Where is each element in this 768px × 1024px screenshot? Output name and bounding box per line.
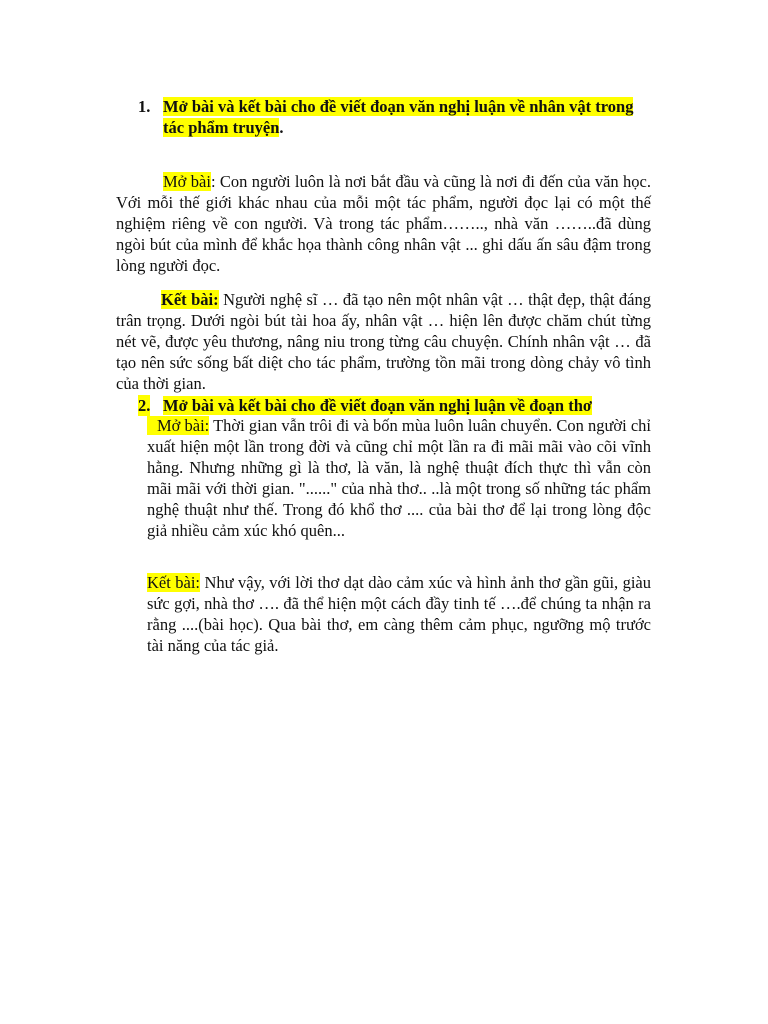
section-1-ket-bai-text: Người nghệ sĩ … đã tạo nên một nhân vật … thật đẹp, thật đáng trân trọng. Dưới ngòi bút tài hoa ấy, nhân vật … hiện lên được chăm chút từng nét vẽ, được yêu thương, nâng niu trong từng câu chuyện. Chính nhân vật … đã tạo nên sức sống bất diệt cho tác phẩm, trường tồn mãi trong dòng chảy vô tình của thời gian. (116, 290, 651, 393)
section-1-number: 1. (138, 97, 151, 116)
section-1-mo-bai-label: Mở bài (163, 172, 211, 191)
section-2-mo-bai-text: Thời gian vẫn trôi đi và bốn mùa luôn luân chuyển. Con người chỉ xuất hiện một lần trong đời và cũng chỉ một lần ra đi mãi mãi vào cõi vĩnh hằng. Nhưng những gì là thơ, là văn, là nghệ thuật đích thực thì vẫn còn mãi mãi với thời gian. "......" của nhà thơ.. ..là một trong số những tác phẩm nghệ thuật như thế. Trong đó khổ thơ .... của bài thơ để lại trong lòng độc giả nhiều cảm xúc khó quên... (147, 416, 651, 540)
section-1-title: Mở bài và kết bài cho đề viết đoạn văn nghị luận về nhân vật trong tác phẩm truyện (163, 97, 634, 137)
section-2-ket-bai-label: Kết bài: (147, 573, 201, 592)
section-2-ket-bai-paragraph (147, 572, 651, 656)
section-2-number: 2. (138, 396, 151, 415)
section-1-ket-bai-label: Kết bài: (161, 290, 219, 309)
section-2-title: Mở bài và kết bài cho đề viết đoạn văn nghị luận về đoạn thơ (163, 396, 593, 415)
section-1-mo-bai-paragraph (116, 171, 651, 276)
section-2-ket-bai-text: Như vậy, với lời thơ dạt dào cảm xúc và hình ảnh thơ gần gũi, giàu sức gợi, nhà thơ …. đã thể hiện một cách đầy tinh tế ….để chúng ta nhận ra rằng ....(bài học). Qua bài thơ, em càng thêm cảm phục, ngưỡng mộ trước tài năng của tác giả. (147, 573, 652, 655)
section-2-mo-bai-label: Mở bài: (147, 416, 209, 435)
section-2-mo-bai-paragraph (147, 415, 651, 541)
section-1-ket-bai-paragraph (116, 289, 651, 394)
section-1-title-tail: . (279, 118, 284, 137)
section-1-mo-bai-text: : Con người luôn là nơi bắt đầu và cũng là nơi đi đến của văn học. Với mỗi thế giới khác nhau của mỗi một tác phẩm, người đọc lại có một thế nghiệm riêng về con người. Và trong tác phẩm…….., nhà văn ……..đã dùng ngòi bút của mình để khắc họa thành công nhân vật ... ghi dấu ấn sâu đậm trong lòng người đọc. (116, 172, 651, 275)
